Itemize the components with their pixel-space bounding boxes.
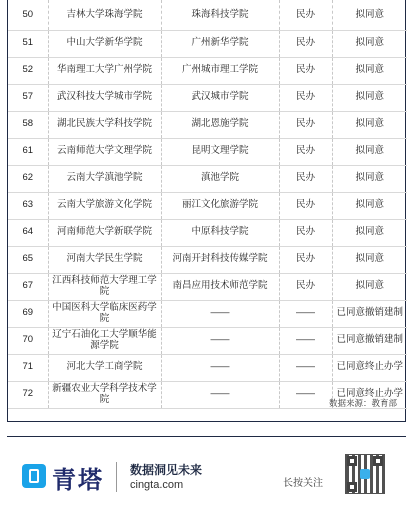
college-table-body <box>8 0 407 408</box>
new-college-name-cell: 昆明文理学院 <box>161 138 279 165</box>
table-row <box>8 84 407 111</box>
original-college-name-cell: 河南师范大学新联学院 <box>48 219 161 246</box>
row-number-cell: 58 <box>8 111 48 138</box>
original-college-name-cell: 河北大学工商学院 <box>48 354 161 381</box>
new-college-name-cell: 珠海科技学院 <box>161 0 279 30</box>
table-row <box>8 273 407 300</box>
college-transfer-table-card <box>7 0 406 422</box>
school-type-cell: 民办 <box>279 84 332 111</box>
new-college-name-cell: 中原科技学院 <box>161 219 279 246</box>
school-type-cell: —— <box>279 327 332 354</box>
qr-code-icon[interactable] <box>345 454 385 494</box>
original-college-name-cell: 江西科技师范大学理工学院 <box>48 273 161 300</box>
original-college-name-cell: 中国医科大学临床医药学院 <box>48 300 161 327</box>
school-type-cell: 民办 <box>279 0 332 30</box>
original-college-name-cell: 湖北民族大学科技学院 <box>48 111 161 138</box>
table-row <box>8 219 407 246</box>
table-row <box>8 246 407 273</box>
school-type-cell: —— <box>279 381 332 408</box>
table-row <box>8 165 407 192</box>
original-college-name-cell: 华南理工大学广州学院 <box>48 57 161 84</box>
school-type-cell: —— <box>279 300 332 327</box>
new-college-name-cell: —— <box>161 300 279 327</box>
new-college-name-cell: 湖北恩施学院 <box>161 111 279 138</box>
brand-name: 青塔 <box>52 465 104 494</box>
approval-status-cell: 拟同意 <box>332 246 407 273</box>
original-college-name-cell: 云南大学旅游文化学院 <box>48 192 161 219</box>
approval-status-cell: 拟同意 <box>332 57 407 84</box>
brand-slogan: 数据洞见未来 <box>130 463 203 477</box>
original-college-name-cell: 吉林大学珠海学院 <box>48 0 161 30</box>
row-number-cell: 64 <box>8 219 48 246</box>
school-type-cell: 民办 <box>279 273 332 300</box>
row-number-cell: 70 <box>8 327 48 354</box>
original-college-name-cell: 河南大学民生学院 <box>48 246 161 273</box>
data-source-note: 数据来源：教育部 <box>328 398 397 408</box>
school-type-cell: 民办 <box>279 219 332 246</box>
approval-status-cell: 已同意撤销建制 <box>332 327 407 354</box>
school-type-cell: 民办 <box>279 165 332 192</box>
row-number-cell: 51 <box>8 30 48 57</box>
school-type-cell: 民办 <box>279 246 332 273</box>
original-college-name-cell: 新疆农业大学科学技术学院 <box>48 381 161 408</box>
cingta-logo-icon <box>22 464 46 488</box>
college-table <box>8 0 407 409</box>
row-number-cell: 52 <box>8 57 48 84</box>
row-number-cell: 57 <box>8 84 48 111</box>
school-type-cell: 民办 <box>279 30 332 57</box>
approval-status-cell: 拟同意 <box>332 138 407 165</box>
approval-status-cell: 拟同意 <box>332 84 407 111</box>
new-college-name-cell: 广州城市理工学院 <box>161 57 279 84</box>
table-row <box>8 111 407 138</box>
new-college-name-cell: —— <box>161 354 279 381</box>
original-college-name-cell: 云南大学滇池学院 <box>48 165 161 192</box>
row-number-cell: 71 <box>8 354 48 381</box>
approval-status-cell: 拟同意 <box>332 219 407 246</box>
approval-status-cell: 拟同意 <box>332 192 407 219</box>
table-row <box>8 354 407 381</box>
new-college-name-cell: 武汉城市学院 <box>161 84 279 111</box>
school-type-cell: 民办 <box>279 192 332 219</box>
original-college-name-cell: 云南师范大学文理学院 <box>48 138 161 165</box>
row-number-cell: 63 <box>8 192 48 219</box>
original-college-name-cell: 中山大学新华学院 <box>48 30 161 57</box>
new-college-name-cell: 丽江文化旅游学院 <box>161 192 279 219</box>
row-number-cell: 65 <box>8 246 48 273</box>
original-college-name-cell: 辽宁石油化工大学顺华能源学院 <box>48 327 161 354</box>
row-number-cell: 61 <box>8 138 48 165</box>
table-row <box>8 327 407 354</box>
table-row <box>8 0 407 30</box>
table-row <box>8 30 407 57</box>
new-college-name-cell: 南昌应用技术师范学院 <box>161 273 279 300</box>
footer-divider <box>7 436 406 437</box>
approval-status-cell: 拟同意 <box>332 273 407 300</box>
school-type-cell: 民办 <box>279 111 332 138</box>
school-type-cell: —— <box>279 354 332 381</box>
approval-status-cell: 已同意终止办学 <box>332 381 407 408</box>
table-row <box>8 138 407 165</box>
new-college-name-cell: 河南开封科技传媒学院 <box>161 246 279 273</box>
footer-separator <box>116 462 117 492</box>
original-college-name-cell: 武汉科技大学城市学院 <box>48 84 161 111</box>
approval-status-cell: 拟同意 <box>332 30 407 57</box>
school-type-cell: 民办 <box>279 57 332 84</box>
table-row <box>8 300 407 327</box>
row-number-cell: 72 <box>8 381 48 408</box>
new-college-name-cell: —— <box>161 381 279 408</box>
row-number-cell: 50 <box>8 0 48 30</box>
table-row <box>8 192 407 219</box>
approval-status-cell: 已同意终止办学 <box>332 354 407 381</box>
approval-status-cell: 拟同意 <box>332 0 407 30</box>
brand-domain: cingta.com <box>130 479 184 491</box>
new-college-name-cell: —— <box>161 327 279 354</box>
school-type-cell: 民办 <box>279 138 332 165</box>
row-number-cell: 62 <box>8 165 48 192</box>
approval-status-cell: 已同意撤销建制 <box>332 300 407 327</box>
follow-label: 长按关注 <box>283 478 323 489</box>
approval-status-cell: 拟同意 <box>332 165 407 192</box>
row-number-cell: 69 <box>8 300 48 327</box>
table-row <box>8 57 407 84</box>
new-college-name-cell: 广州新华学院 <box>161 30 279 57</box>
row-number-cell: 67 <box>8 273 48 300</box>
footer <box>0 422 413 509</box>
new-college-name-cell: 滇池学院 <box>161 165 279 192</box>
approval-status-cell: 拟同意 <box>332 111 407 138</box>
